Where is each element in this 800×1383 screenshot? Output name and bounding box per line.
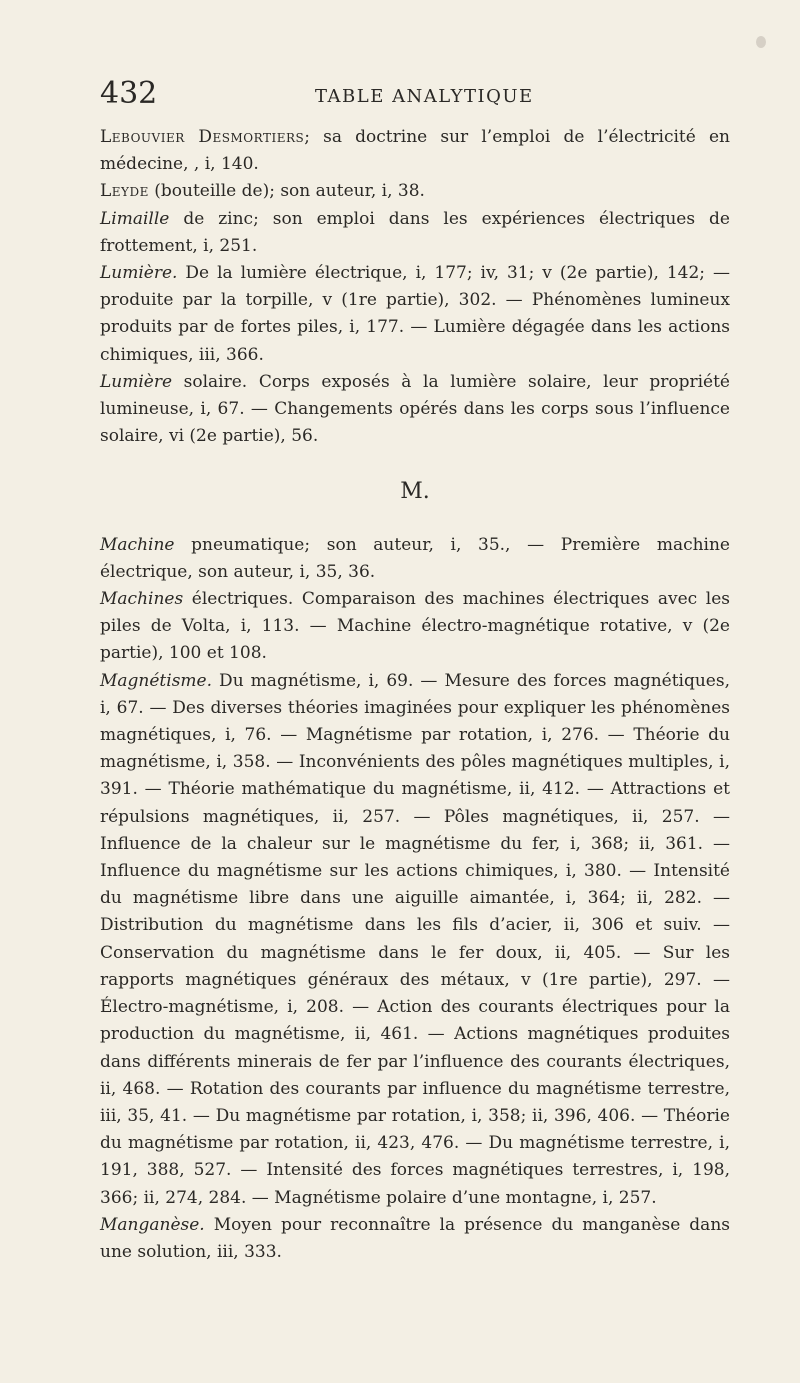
index-entry — [100, 369, 730, 451]
entry-text: pneumatique; son auteur, i, 35., — Première machine électrique, son auteur, i, 35, 36. — [100, 534, 730, 582]
entry-text: Du magnétisme, i, 69. — Mesure des forces magnétiques, i, 67. — Des diverses théories imaginées pour expliquer les phénomènes magnétiques, i, 76. — Magnétisme par rotation, i, 276. — Théorie du magnétisme, i, 358. — Inconvénients des pôles magnétiques multiples, i, 391. — Théorie mathématique du magnétisme, ii, 412. — Attractions et répulsions magnétiques, ii, 257. — Pôles magnétiques, ii, 257. — Influence de la chaleur sur le magnétisme du fer, i, 368; ii, 361. — Influence du magnétisme sur les actions chimiques, i, 380. — Intensité du magnétisme libre dans une aiguille aimantée, i, 364; ii, 282. — Distribution du magnétisme dans les fils d’acier, ii, 306 et suiv. — Conservation du magnétisme dans le fer doux, ii, 405. — Sur les rapports magnétiques généraux des métaux, v (1re partie), 297. — Électro-magnétisme, i, 208. — Action des courants électriques pour la production du magnétisme, ii, 461. — Actions magnétiques produites dans différents minerais de fer par l’influence des courants électriques, ii, 468. — Rotation des courants par influence du magnétisme terrestre, iii, 35, 41. — Du magnétisme par rotation, i, 358; ii, 396, 406. — Théorie du magnétisme par rotation, ii, 423, 476. — Du magnétisme terrestre, i, 191, 388, 527. — Intensité des forces magnétiques terrestres, i, 198, 366; ii, 274, 284. — Magnétisme polaire d’une montagne, i, 257. — [100, 670, 730, 1208]
entry-text: ; sa doctrine sur l’emploi de l’électricité en médecine, , i, 140. — [100, 127, 730, 175]
entry-heading: Leyde — [100, 181, 149, 202]
index-entry — [100, 586, 730, 668]
index-entry — [100, 1212, 730, 1266]
running-head: TABLE ANALYTIQUE — [315, 86, 534, 107]
index-entry — [100, 206, 730, 260]
paper-stain — [756, 36, 766, 48]
section-letter: M. — [400, 479, 430, 505]
entry-heading: Limaille — [100, 208, 170, 229]
entry-heading: Lebouvier Desmortiers — [100, 127, 305, 147]
entry-heading: Manganèse. — [100, 1214, 205, 1235]
entry-heading: Machines — [100, 589, 184, 610]
entry-heading: Lumière — [100, 371, 173, 392]
entry-text: solaire. Corps exposés à la lumière solaire, leur propriété lumineuse, i, 67. — Changements opérés dans les corps sous l’influence solaire, vi (2e partie), 56. — [100, 371, 730, 447]
index-entry — [100, 532, 730, 586]
index-entry — [100, 124, 730, 178]
entry-text: de zinc; son emploi dans les expériences électriques de frottement, i, 251. — [100, 208, 730, 256]
entry-heading: Lumière. — [100, 263, 178, 284]
entries-l — [100, 124, 730, 450]
page-header — [100, 76, 740, 116]
entry-text: Moyen pour reconnaître la présence du manganèse dans une solution, iii, 333. — [100, 1214, 730, 1262]
index-body — [100, 124, 730, 1266]
entries-m — [100, 532, 730, 1266]
entry-heading: Magnétisme. — [100, 670, 213, 691]
index-entry — [100, 178, 730, 205]
page-number: 432 — [100, 76, 158, 111]
entry-text: De la lumière électrique, i, 177; iv, 31; v (2e partie), 142; — produite par la torpille, v (1re partie), 302. — Phénomènes lumineux produits par de fortes piles, i, 177. — Lumière dégagée dans les actions chimiques, iii, 366. — [100, 263, 730, 365]
entry-heading: Machine — [100, 534, 175, 555]
index-entry — [100, 260, 730, 369]
index-entry — [100, 668, 730, 1212]
entry-text: (bouteille de); son auteur, i, 38. — [148, 181, 425, 202]
entry-text: électriques. Comparaison des machines électriques avec les piles de Volta, i, 113. — Machine électro-magnétique rotative, v (2e partie), 100 et 108. — [100, 589, 730, 664]
